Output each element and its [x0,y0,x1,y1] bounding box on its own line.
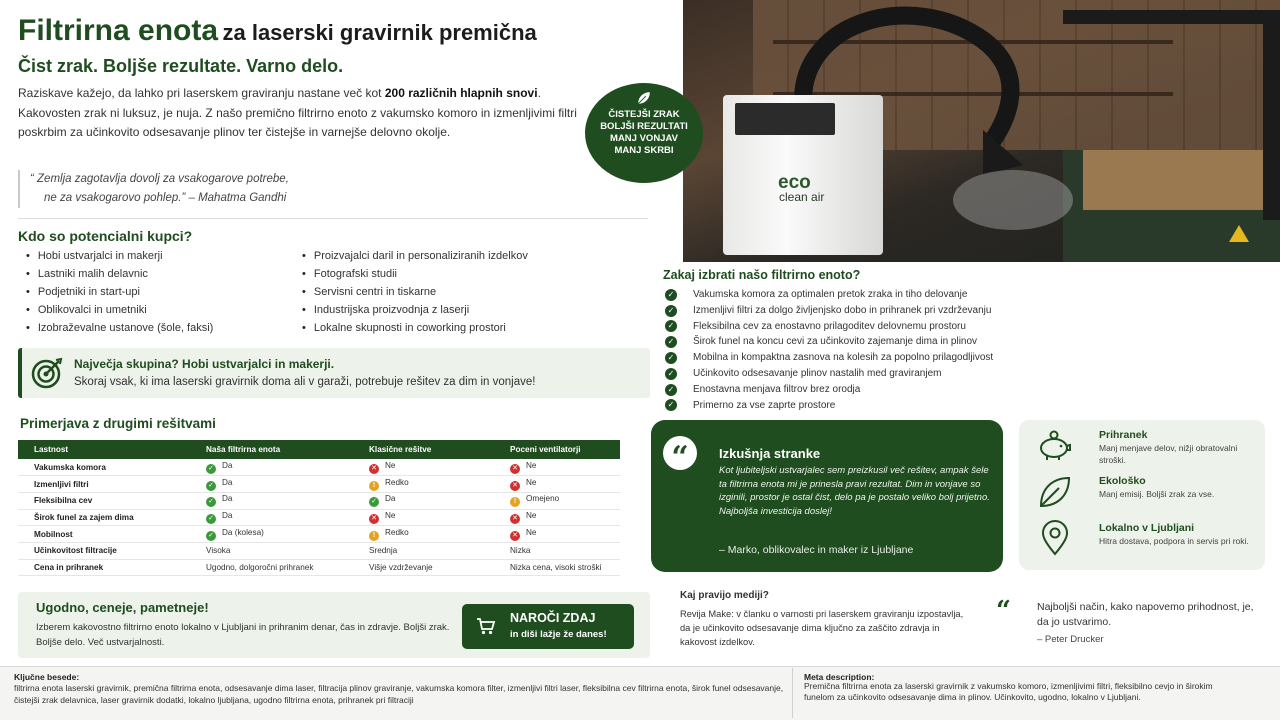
buyers-title: Kdo so potencialni kupci? [18,228,193,244]
list-item [665,334,993,350]
page-subtitle: Čist zrak. Boljše rezultate. Varno delo. [18,56,344,76]
cross-icon: ✕ [369,464,379,474]
list-item [665,303,993,319]
check-icon: ✓ [665,368,677,380]
list-item [665,350,993,366]
benefit-heading: Ekološko [1099,475,1146,487]
divider [792,668,793,718]
cell-value: Ne [526,460,537,470]
leaf-icon [635,89,653,107]
list-item: • Izobraževalne ustanove (šole, faksi) [26,319,213,337]
callout-heading: Največja skupina? Hobi ustvarjalci in makerji. [74,357,335,371]
cheap-cell [494,526,620,543]
cell-value: Ugodno, dolgoročni prihranek [206,562,314,572]
ours-cell [190,559,353,576]
benefits-panel [1019,420,1265,570]
cell-value: Višje vzdrževanje [369,562,433,572]
cross-icon: ✕ [510,481,520,491]
cart-icon [476,616,496,636]
cross-icon: ✕ [510,464,520,474]
list-item [665,382,993,398]
testimonial-author: – Marko, oblikovalec in maker iz Ljubljane [719,544,914,556]
cta-section [18,592,650,658]
ours-cell [190,526,353,543]
meta-heading: Meta description: [804,672,875,682]
ours-cell [190,542,353,559]
callout-text: Skoraj vsak, ki ima laserski gravirnik doma ali v garaži, potrebuje rešitev za dim in vonjave! [74,376,536,388]
benefits-badge [585,83,703,183]
ours-cell [190,476,353,493]
cell-value: Da (kolesa) [222,527,264,537]
cell-value: Visoka [206,546,231,556]
quote-line-2: ne za vsakogarovo pohlep.” – Mahatma Gandhi [44,192,287,204]
cell-value: Da [222,460,233,470]
table-header-row [18,440,620,459]
column-header: Lastnost [18,440,190,459]
check-icon: ✓ [206,531,216,541]
why-item-text: Enostavna menjava filtrov brez orodja [693,383,861,395]
control-panel [735,103,835,135]
check-icon: ✓ [206,481,216,491]
badge-line-2: BOLJŠI REZULTATI [600,121,688,132]
buyers-list-1 [26,247,213,337]
media-text: Revija Make: v članku o varnosti pri laserskem graviranju izpostavlja, da je učinkovito odsesavanje dima ključno za zaščito zdravja in kakovost izdelkov. [680,609,964,647]
keywords-text: filtrirna enota laserski gravirnik, premična filtrirna enota, odsesavanje dima laser, filtracija plinov graviranje, vakumska komora filter, izmenljivi filtri laser, fleksibilna cev filtrirna enota, širok funel odsesavanje, čistejši zrak delavnica, laser gravirnik dodatki, lokalno ljubljana, ugodno filtrirna enota, prihranek pri filtraciji [14,683,784,705]
cell-value: Omejeno [526,494,560,504]
column-header: Poceni ventilatorji [494,440,620,459]
why-item-text: Vakumska komora za optimalen pretok zraka in tiho delovanje [693,289,968,300]
list-item: • Industrijska proizvodnja z laserji [302,301,528,319]
cell-value: Da [385,494,396,504]
list-item: • Proizvajalci daril in personaliziranih izdelkov [302,247,528,265]
why-item-text: Mobilna in kompaktna zasnova na kolesih za popolno prilagodljivost [693,352,994,364]
warning-icon: ! [510,497,520,507]
list-item: • Lokalne skupnosti in coworking prostori [302,319,528,337]
cta-text: Izberem kakovostno filtrirno enoto lokalno v Ljubljani in prihranim denar, čas in zdravje. Boljši zrak. Boljše delo. Več ustvarjalnosti. [36,622,450,648]
ours-cell [190,459,353,476]
order-button-label: NAROČI ZDAJ [510,611,596,625]
cheap-cell [494,559,620,576]
cell-value: Da [222,494,233,504]
piggy-bank-icon [1037,428,1073,464]
list-item [665,319,993,335]
list-item: • Oblikovalci in umetniki [26,301,213,319]
intro-pre: Raziskave kažejo, da lahko pri laserskem graviranju nastane več kot [18,86,385,100]
cheap-cell [494,492,620,509]
check-icon: ✓ [206,514,216,524]
brand-clean-air: clean air [779,190,825,204]
buyers-list-2 [302,247,528,337]
feature-cell: Mobilnost [18,526,190,543]
order-button-sublabel: in diši lažje že danes! [510,629,607,640]
check-icon: ✓ [665,305,677,317]
cell-value: Nizka cena, visoki stroški [510,562,602,572]
classic-cell [353,459,494,476]
comparison-table [18,440,620,576]
quote-icon: “ [996,596,1011,626]
warning-icon: ! [369,531,379,541]
leaf-icon [1037,474,1073,510]
warning-icon: ! [369,481,379,491]
benefit-text: Hitra dostava, podpora in servis pri roki. [1099,536,1249,546]
intro-text [18,84,588,143]
list-item: • Podjetniki in start-upi [26,283,213,301]
check-icon: ✓ [665,336,677,348]
check-icon: ✓ [665,320,677,332]
check-icon: ✓ [665,352,677,364]
check-icon: ✓ [369,497,379,507]
cell-value: Da [222,477,233,487]
column-header: Naša filtrirna enota [190,440,353,459]
drucker-quote-author: – Peter Drucker [1037,634,1104,645]
check-icon: ✓ [665,384,677,396]
gandhi-quote [18,170,348,208]
column-header: Klasične rešitve [353,440,494,459]
cell-value: Ne [526,527,537,537]
hero-photo [683,0,1280,262]
list-item: • Hobi ustvarjalci in makerji [26,247,213,265]
check-icon: ✓ [206,497,216,507]
list-item [665,287,993,303]
ours-cell [190,509,353,526]
why-item-text: Širok funel na koncu cevi za učinkovito zajemanje dima in plinov [693,336,978,348]
table-row [18,542,620,559]
testimonial-card [651,420,1003,572]
testimonial-text: Kot ljubiteljski ustvarjalec sem preizkusil več rešitev, ampak šele ta filtrirna enota mi je prinesla pravi rezultat. Dim in vonjave so izginili, prostor je ostal čist, delo pa je postalo veliko bolj prijetno. Najboljša investicija doslej! [719,465,990,517]
benefit-heading: Lokalno v Ljubljani [1099,522,1195,534]
benefit-text: Manj emisij. Boljši zrak za vse. [1099,489,1215,499]
classic-cell [353,542,494,559]
cheap-cell [494,509,620,526]
meta-text: Premična filtrirna enota za laserski gravirnik z vakumsko komoro, izmenljivimi filtri, fleksibilno cevjo in širokim funelom za učinkovito odsesavanje dima in plinov. Učinkovito, ugodno, lokalno v Ljubljani. [804,681,1213,702]
badge-line-4: MANJ SKRBI [614,145,674,156]
cross-icon: ✕ [369,514,379,524]
page-title [18,14,537,48]
location-pin-icon [1037,520,1073,556]
intro-post: . Kakovosten zrak ni luksuz, je nuja. Z našo premično filtrirno enoto z vakumsko komoro in izmenljivimi filtri poskrbim za učinkovito odsesavanje plinov ter čistejše in varnejše delovno okolje. [18,86,577,139]
cross-icon: ✕ [510,531,520,541]
why-title: Zakaj izbrati našo filtrirno enoto? [663,268,861,282]
cheap-cell [494,476,620,493]
feature-cell: Fleksibilna cev [18,492,190,509]
title-rest: za laserski gravirnik premična [222,20,537,45]
badge-line-3: MANJ VONJAV [610,133,678,144]
feature-cell: Vakumska komora [18,459,190,476]
cell-value: Ne [526,510,537,520]
table-row [18,476,620,493]
classic-cell [353,559,494,576]
table-row [18,492,620,509]
why-item-text: Učinkovito odsesavanje plinov nastalih med graviranjem [693,367,942,379]
cell-value: Da [222,510,233,520]
keywords-heading: Ključne besede: [14,672,80,682]
badge-line-1: ČISTEJŠI ZRAK [608,109,680,120]
classic-cell [353,509,494,526]
feature-cell: Učinkovitost filtracije [18,542,190,559]
benefit-heading: Prihranek [1099,429,1148,441]
target-icon [30,356,64,390]
table-row [18,459,620,476]
list-item: • Lastniki malih delavnic [26,265,213,283]
media-title: Kaj pravijo mediji? [680,590,769,601]
title-main: Filtrirna enota [18,14,219,47]
brand-eco: eco [778,172,811,193]
table-row [18,526,620,543]
quote-icon: “ [663,436,697,470]
largest-group-callout [18,348,650,398]
table-row [18,559,620,576]
order-now-button[interactable] [462,604,634,649]
cell-value: Nizka [510,546,531,556]
intro-bold: 200 različnih hlapnih snovi [384,86,538,100]
cta-heading: Ugodno, ceneje, pametneje! [36,600,209,615]
why-item-text: Fleksibilna cev za enostavno prilagoditev delovnemu prostoru [693,320,966,332]
feature-cell: Cena in prihranek [18,559,190,576]
cell-value: Redko [385,477,409,487]
cell-value: Srednja [369,546,398,556]
why-list [665,287,993,413]
check-icon: ✓ [665,399,677,411]
cell-value: Ne [526,477,537,487]
cell-value: Ne [385,510,396,520]
classic-cell [353,476,494,493]
list-item [665,366,993,382]
drucker-quote-text: Najboljši način, kako napovemo prihodnost, je, da jo ustvarimo. [1037,601,1254,628]
benefit-text: Manj menjave delov, nižji obratovalni stroški. [1099,443,1238,465]
cheap-cell [494,459,620,476]
cell-value: Redko [385,527,409,537]
table-row [18,509,620,526]
ours-cell [190,492,353,509]
why-item-text: Izmenljivi filtri za dolgo življenjsko dobo in prihranek pri vzdrževanju [693,304,992,316]
divider [18,218,648,219]
classic-cell [353,526,494,543]
list-item: • Fotografski studii [302,265,528,283]
list-item [665,398,993,414]
check-icon: ✓ [206,464,216,474]
cheap-cell [494,542,620,559]
feature-cell: Izmenljivi filtri [18,476,190,493]
testimonial-heading: Izkušnja stranke [719,446,821,461]
cell-value: Ne [385,460,396,470]
feature-cell: Širok funel za zajem dima [18,509,190,526]
why-item-text: Primerno za vse zaprte prostore [693,399,836,411]
quote-line-1: “ Zemlja zagotavlja dovolj za vsakogarove potrebe, [30,173,289,185]
check-icon: ✓ [665,289,677,301]
list-item: • Servisni centri in tiskarne [302,283,528,301]
classic-cell [353,492,494,509]
comparison-title: Primerjava z drugimi rešitvami [20,416,216,431]
cross-icon: ✕ [510,514,520,524]
